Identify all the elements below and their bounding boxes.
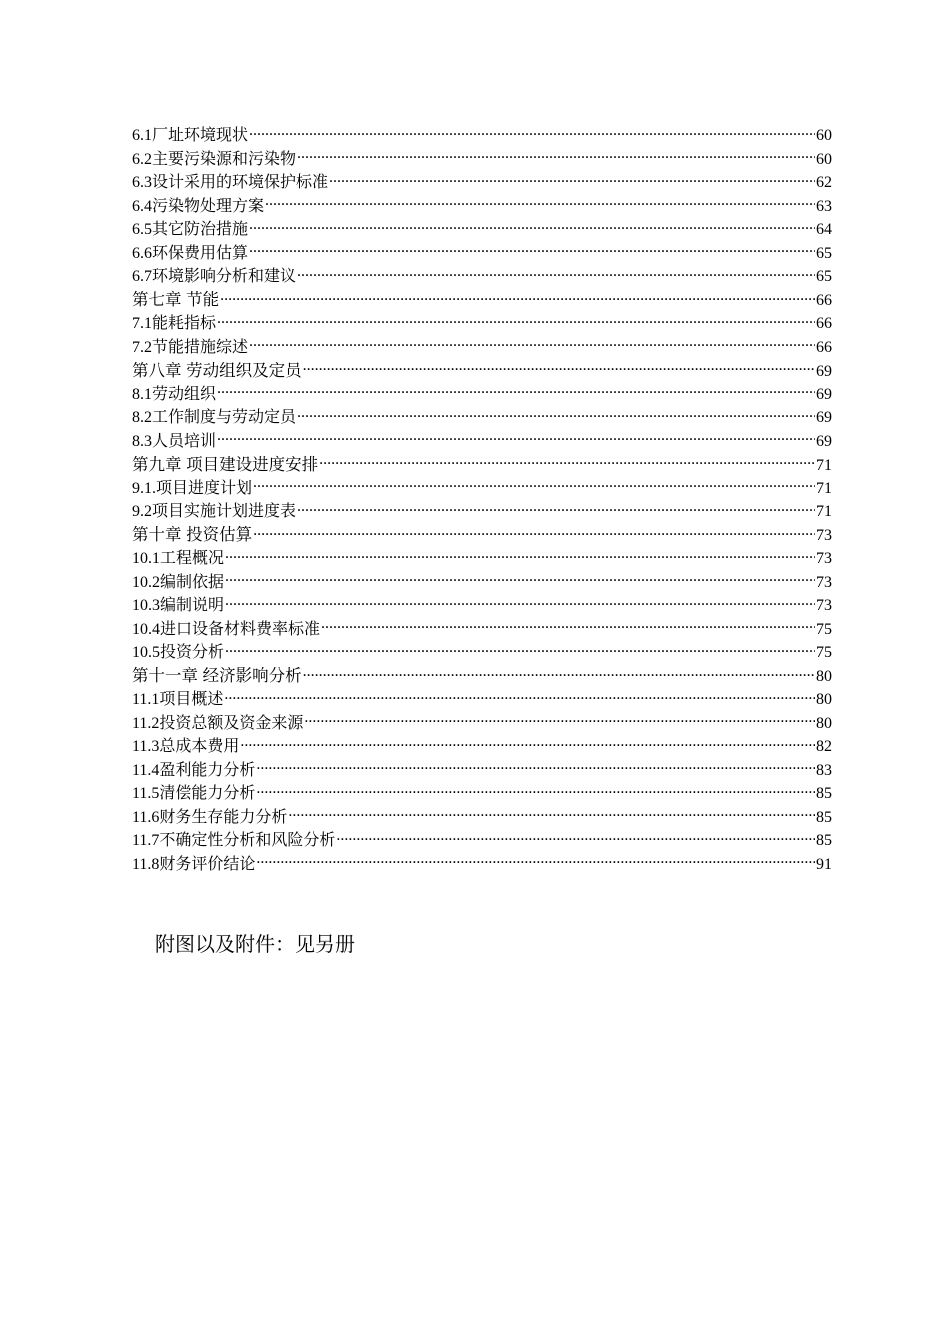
toc-page-number: 69 bbox=[816, 385, 832, 403]
toc-section-entry[interactable] bbox=[132, 571, 832, 595]
toc-section-entry[interactable] bbox=[132, 782, 832, 806]
toc-page-number: 65 bbox=[816, 244, 832, 262]
toc-page-number: 60 bbox=[816, 150, 832, 168]
toc-section-entry[interactable] bbox=[132, 735, 832, 759]
toc-dot-leader bbox=[249, 242, 815, 258]
toc-page-number: 85 bbox=[816, 785, 832, 802]
toc-dot-leader bbox=[297, 148, 815, 164]
toc-page-number: 66 bbox=[816, 315, 832, 332]
toc-page-number: 73 bbox=[816, 597, 832, 614]
toc-page-number: 82 bbox=[816, 738, 832, 755]
toc-page-number: 85 bbox=[816, 808, 832, 826]
toc-section-entry[interactable] bbox=[132, 218, 832, 242]
toc-entry-title: 第八章 劳动组织及定员 bbox=[132, 361, 302, 380]
toc-page-number: 60 bbox=[816, 127, 832, 144]
toc-dot-leader bbox=[249, 124, 815, 140]
toc-entry-title: 11.7不确定性分析和风险分析 bbox=[132, 832, 336, 849]
toc-page-number: 66 bbox=[816, 338, 832, 356]
toc-section-entry[interactable] bbox=[132, 688, 832, 712]
toc-entry-title: 7.1能耗指标 bbox=[132, 315, 217, 332]
toc-page-number: 66 bbox=[816, 292, 832, 309]
toc-page-number: 85 bbox=[816, 832, 832, 849]
toc-section-entry[interactable] bbox=[132, 265, 832, 289]
toc-dot-leader bbox=[297, 406, 815, 422]
appendix-note: 附图以及附件：见另册 bbox=[155, 934, 355, 956]
toc-page-number: 80 bbox=[816, 691, 832, 708]
toc-page-number: 80 bbox=[816, 668, 832, 685]
toc-dot-leader bbox=[224, 688, 815, 704]
toc-entry-title: 11.4盈利能力分析 bbox=[132, 761, 256, 779]
toc-entry-title: 9.1.项目进度计划 bbox=[132, 479, 253, 497]
toc-section-entry[interactable] bbox=[132, 853, 832, 877]
toc-dot-leader bbox=[336, 829, 815, 845]
toc-page-number: 73 bbox=[816, 527, 832, 544]
toc-dot-leader bbox=[265, 195, 815, 211]
toc-section-entry[interactable] bbox=[132, 171, 832, 195]
toc-dot-leader bbox=[319, 453, 815, 470]
toc-page-number: 71 bbox=[816, 456, 832, 474]
toc-entry-title: 6.2主要污染源和污染物 bbox=[132, 150, 297, 168]
toc-entry-title: 8.2工作制度与劳动定员 bbox=[132, 409, 297, 426]
toc-entry-title: 10.5投资分析 bbox=[132, 644, 225, 661]
toc-dot-leader bbox=[220, 289, 815, 306]
toc-entry-title: 11.6财务生存能力分析 bbox=[132, 808, 288, 826]
toc-dot-leader bbox=[329, 171, 815, 187]
toc-section-entry[interactable] bbox=[132, 383, 832, 407]
toc-dot-leader bbox=[225, 641, 815, 657]
toc-entry-title: 第九章 项目建设进度安排 bbox=[132, 455, 319, 474]
toc-dot-leader bbox=[256, 759, 815, 775]
toc-entry-title: 第七章 节能 bbox=[132, 291, 220, 309]
toc-dot-leader bbox=[240, 735, 815, 751]
toc-section-entry[interactable] bbox=[132, 547, 832, 571]
toc-entry-title: 11.5清偿能力分析 bbox=[132, 785, 256, 802]
toc-page-number: 73 bbox=[816, 550, 832, 567]
toc-section-entry[interactable] bbox=[132, 312, 832, 336]
toc-page-number: 69 bbox=[816, 362, 832, 380]
toc-entry-title: 9.2项目实施计划进度表 bbox=[132, 503, 297, 520]
toc-section-entry[interactable] bbox=[132, 477, 832, 501]
toc-dot-leader bbox=[303, 359, 815, 376]
toc-entry-title: 10.4进口设备材料费率标准 bbox=[132, 620, 321, 638]
toc-chapter-entry[interactable] bbox=[132, 665, 832, 689]
toc-entry-title: 第十一章 经济影响分析 bbox=[132, 667, 302, 685]
toc-section-entry[interactable] bbox=[132, 806, 832, 830]
toc-section-entry[interactable] bbox=[132, 594, 832, 618]
table-of-contents bbox=[132, 124, 832, 876]
toc-dot-leader bbox=[253, 524, 815, 541]
toc-section-entry[interactable] bbox=[132, 618, 832, 642]
toc-section-entry[interactable] bbox=[132, 336, 832, 360]
toc-page-number: 71 bbox=[816, 479, 832, 497]
toc-dot-leader bbox=[303, 665, 815, 682]
toc-page-number: 71 bbox=[816, 503, 832, 520]
toc-page-number: 83 bbox=[816, 761, 832, 779]
toc-entry-title: 7.2节能措施综述 bbox=[132, 338, 249, 356]
toc-dot-leader bbox=[249, 336, 815, 352]
toc-dot-leader bbox=[256, 853, 815, 869]
toc-entry-title: 8.3人员培训 bbox=[132, 432, 217, 450]
toc-page-number: 91 bbox=[816, 855, 832, 873]
toc-entry-title: 8.1劳动组织 bbox=[132, 385, 217, 403]
toc-dot-leader bbox=[225, 571, 815, 587]
toc-page-number: 65 bbox=[816, 268, 832, 285]
toc-section-entry[interactable] bbox=[132, 406, 832, 430]
toc-dot-leader bbox=[217, 430, 815, 446]
toc-section-entry[interactable] bbox=[132, 430, 832, 454]
toc-chapter-entry[interactable] bbox=[132, 453, 832, 477]
toc-dot-leader bbox=[297, 500, 815, 516]
toc-dot-leader bbox=[304, 712, 815, 728]
toc-section-entry[interactable] bbox=[132, 829, 832, 853]
toc-dot-leader bbox=[225, 594, 815, 610]
toc-entry-title: 10.3编制说明 bbox=[132, 597, 225, 614]
toc-entry-title: 6.7环境影响分析和建议 bbox=[132, 268, 297, 285]
toc-page-number: 63 bbox=[816, 197, 832, 215]
toc-section-entry[interactable] bbox=[132, 641, 832, 665]
toc-dot-leader bbox=[288, 806, 815, 822]
toc-chapter-entry[interactable] bbox=[132, 359, 832, 383]
toc-entry-title: 11.3总成本费用 bbox=[132, 738, 240, 755]
toc-entry-title: 6.4污染物处理方案 bbox=[132, 197, 265, 215]
toc-entry-title: 10.1工程概况 bbox=[132, 550, 225, 567]
toc-page-number: 64 bbox=[816, 221, 832, 238]
toc-section-entry[interactable] bbox=[132, 242, 832, 266]
toc-entry-title: 6.6环保费用估算 bbox=[132, 244, 249, 262]
toc-entry-title: 6.1厂址环境现状 bbox=[132, 127, 249, 144]
toc-section-entry[interactable] bbox=[132, 759, 832, 783]
toc-page-number: 69 bbox=[816, 409, 832, 426]
toc-section-entry[interactable] bbox=[132, 712, 832, 736]
toc-page-number: 62 bbox=[816, 174, 832, 191]
toc-dot-leader bbox=[297, 265, 815, 281]
toc-entry-title: 11.8财务评价结论 bbox=[132, 855, 256, 873]
toc-entry-title: 6.5其它防治措施 bbox=[132, 221, 249, 238]
toc-entry-title: 11.1项目概述 bbox=[132, 691, 224, 708]
toc-dot-leader bbox=[225, 547, 815, 563]
toc-section-entry[interactable] bbox=[132, 148, 832, 172]
toc-dot-leader bbox=[249, 218, 815, 234]
toc-entry-title: 10.2编制依据 bbox=[132, 573, 225, 591]
toc-section-entry[interactable] bbox=[132, 195, 832, 219]
toc-entry-title: 第十章 投资估算 bbox=[132, 526, 253, 544]
toc-chapter-entry[interactable] bbox=[132, 524, 832, 548]
toc-page-number: 73 bbox=[816, 573, 832, 591]
toc-section-entry[interactable] bbox=[132, 500, 832, 524]
toc-page-number: 69 bbox=[816, 432, 832, 450]
toc-page-number: 75 bbox=[816, 644, 832, 661]
toc-dot-leader bbox=[321, 618, 815, 634]
toc-entry-title: 6.3设计采用的环境保护标准 bbox=[132, 174, 329, 191]
toc-section-entry[interactable] bbox=[132, 124, 832, 148]
toc-dot-leader bbox=[253, 477, 815, 493]
toc-dot-leader bbox=[256, 782, 815, 798]
toc-page-number: 75 bbox=[816, 620, 832, 638]
toc-page-number: 80 bbox=[816, 714, 832, 732]
toc-entry-title: 11.2投资总额及资金来源 bbox=[132, 714, 304, 732]
toc-chapter-entry[interactable] bbox=[132, 289, 832, 313]
toc-dot-leader bbox=[217, 383, 815, 399]
toc-dot-leader bbox=[217, 312, 815, 328]
